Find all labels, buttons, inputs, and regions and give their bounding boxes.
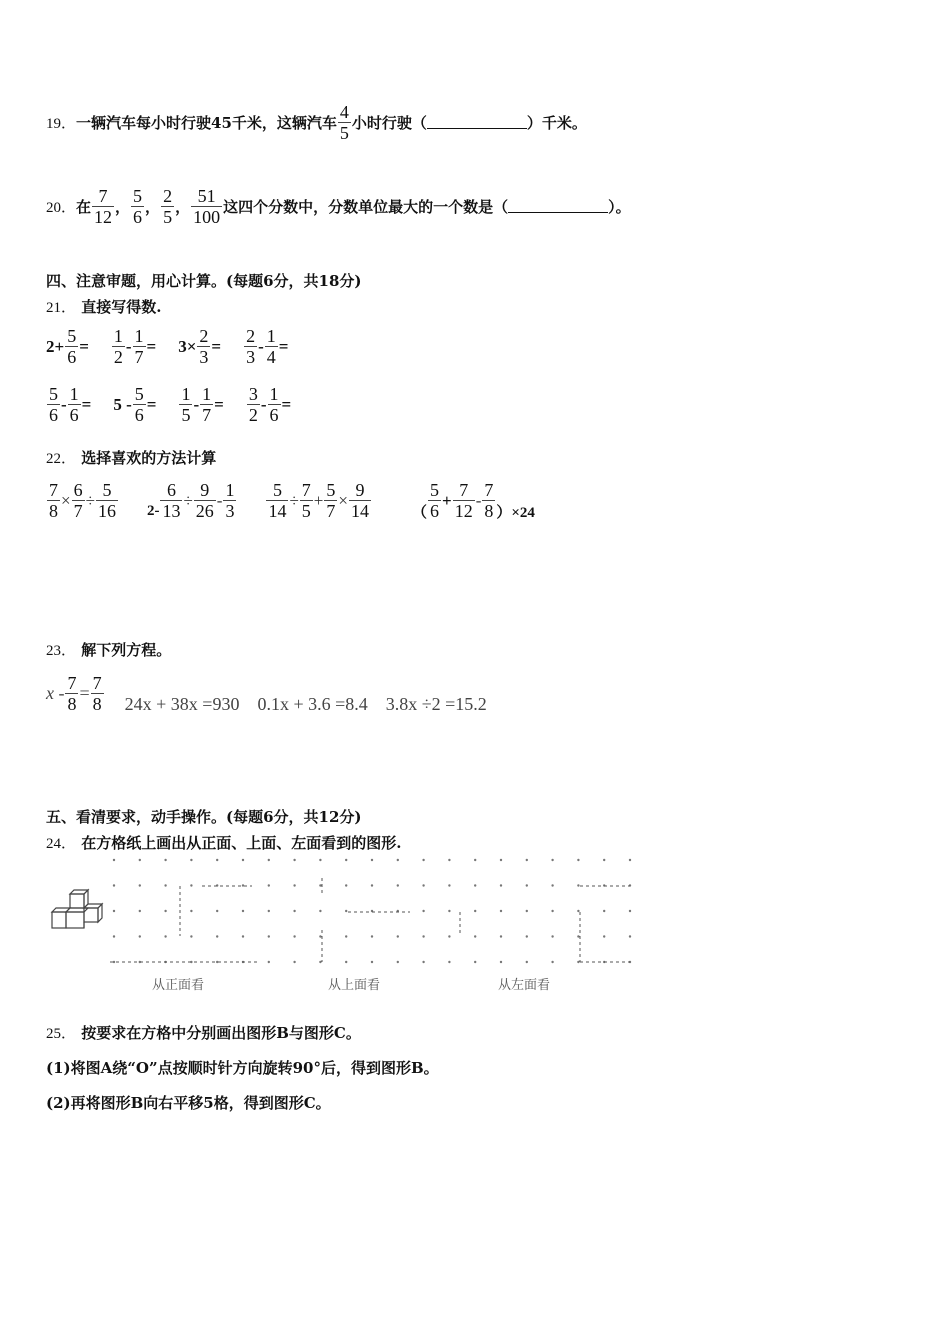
grid-dot xyxy=(242,859,244,861)
grid-dot xyxy=(319,884,321,886)
separator: ， xyxy=(115,198,131,216)
grid-dot xyxy=(371,859,373,861)
q23-equations xyxy=(46,672,487,715)
question-text: 按要求在方格中分别画出图形B与图形C。 xyxy=(81,1024,361,1042)
equation-2: 24x + 38x =930 xyxy=(124,694,240,714)
question-text: 这四个分数中，分数单位最大的一个数是（ xyxy=(223,198,509,216)
fraction: $\frac{51}{100}$ xyxy=(193,186,221,227)
question-text: 解下列方程。 xyxy=(81,641,172,659)
grid-dot xyxy=(422,859,424,861)
fraction: $\frac{6}{13}$ xyxy=(162,480,181,521)
expression: 3× $\frac{2}{3}$ = xyxy=(178,326,222,367)
question-number: 21． xyxy=(46,300,77,316)
fraction: $\frac{5}{6}$ xyxy=(430,480,439,521)
fraction: $\frac{1}{7}$ xyxy=(202,384,212,425)
fraction: $\frac{2}{3}$ xyxy=(246,326,256,367)
grid-dot xyxy=(603,935,605,937)
grid-dot xyxy=(319,859,321,861)
fraction: $\frac{1}{6}$ xyxy=(69,384,79,425)
grid-dot xyxy=(500,935,502,937)
fraction: $\frac{7}{8}$ xyxy=(484,480,494,521)
grid-dot xyxy=(551,910,553,912)
grid-dot xyxy=(216,859,218,861)
question-text: 小时行驶（ xyxy=(351,114,427,132)
question-text: 在方格纸上画出从正面、上面、左面看到的图形. xyxy=(81,834,402,852)
grid-dot xyxy=(268,910,270,912)
grid-dot xyxy=(164,884,166,886)
grid-dot xyxy=(448,935,450,937)
cube-stack-figure xyxy=(48,886,108,936)
question-text: ）。 xyxy=(608,198,631,216)
expression-3: $\frac{5}{14}$ ÷ $\frac{7}{5}$ + $\frac{5}{7}$ × $\frac{9}{14}$ xyxy=(268,480,369,521)
grid-dot xyxy=(629,935,631,937)
fraction: $\frac{6}{7}$ xyxy=(73,480,83,521)
caption-left-view: 从左面看 xyxy=(498,978,551,993)
question-number: 25． xyxy=(46,1026,77,1042)
question-21 xyxy=(46,296,161,317)
question-25 xyxy=(46,1022,361,1043)
grid-dot xyxy=(474,935,476,937)
expression: 5 - $\frac{5}{6}$ = xyxy=(113,384,157,425)
grid-dot xyxy=(629,859,631,861)
fraction: $\frac{9}{14}$ xyxy=(350,480,369,521)
grid-dot xyxy=(474,859,476,861)
fraction: $\frac{5}{14}$ xyxy=(268,480,287,521)
expression: $\frac{5}{6}$ - $\frac{1}{6}$ = xyxy=(49,384,92,425)
grid-dot xyxy=(345,910,347,912)
equation-3: 0.1x + 3.6 =8.4 xyxy=(257,694,368,714)
fraction: $\frac{7}{8}$ xyxy=(92,673,102,714)
grid-dot xyxy=(268,884,270,886)
expression-2: 2- $\frac{6}{13}$ ÷ $\frac{9}{26}$ - $\frac{1}{3}$ xyxy=(146,480,235,521)
grid-dot xyxy=(526,935,528,937)
fraction: $\frac{4}{5}$ xyxy=(339,102,349,143)
fraction: $\frac{5}{6}$ xyxy=(67,326,77,367)
expression: 2+ $\frac{5}{6}$ = xyxy=(46,326,89,367)
grid-dot xyxy=(190,884,192,886)
expression: $\frac{1}{5}$ - $\frac{1}{7}$ = xyxy=(181,384,224,425)
grid-dot xyxy=(422,884,424,886)
grid-dot xyxy=(293,884,295,886)
grid-dot xyxy=(139,910,141,912)
grid-dot xyxy=(422,961,424,963)
grid-dot xyxy=(164,910,166,912)
separator: ， xyxy=(175,198,191,216)
fraction: $\frac{5}{6}$ xyxy=(134,384,144,425)
grid-dot xyxy=(139,884,141,886)
grid-dot xyxy=(551,935,553,937)
grid-dot xyxy=(397,859,399,861)
grid-dot xyxy=(397,961,399,963)
fraction: $\frac{1}{6}$ xyxy=(269,384,279,425)
fraction: $\frac{5}{6}$ xyxy=(49,384,58,425)
grid-dot xyxy=(216,910,218,912)
section-5-title: 五、看清要求，动手操作。(每题6分，共12分) xyxy=(46,808,362,826)
grid-dot xyxy=(319,910,321,912)
grid-dot xyxy=(345,961,347,963)
grid-dot xyxy=(113,961,115,963)
grid-dot xyxy=(577,910,579,912)
grid-dot xyxy=(293,910,295,912)
separator: ， xyxy=(145,198,161,216)
question-number: 19． xyxy=(46,116,77,132)
caption-front-view: 从正面看 xyxy=(152,978,205,993)
question-text: 在 xyxy=(76,198,92,216)
question-number: 24． xyxy=(46,836,77,852)
grid-dot xyxy=(448,910,450,912)
grid-dot xyxy=(345,859,347,861)
grid-dot xyxy=(371,961,373,963)
grid-dot xyxy=(526,884,528,886)
fraction: $\frac{1}{5}$ xyxy=(181,384,191,425)
fraction: $\frac{7}{5}$ xyxy=(301,480,311,521)
expression-1: $\frac{7}{8}$ × $\frac{6}{7}$ ÷ $\frac{5}{16}$ xyxy=(49,480,116,521)
grid-dot xyxy=(603,859,605,861)
caption-top-view: 从上面看 xyxy=(328,978,381,993)
expression: $\frac{2}{3}$ - $\frac{1}{4}$ = xyxy=(246,326,289,367)
fraction: $\frac{5}{16}$ xyxy=(97,480,116,521)
q21-row-2 xyxy=(46,384,313,425)
grid-dot xyxy=(164,859,166,861)
grid-dot xyxy=(397,884,399,886)
grid-dot xyxy=(319,961,321,963)
fraction: $\frac{1}{7}$ xyxy=(134,326,144,367)
fraction: $\frac{7}{12}$ xyxy=(454,480,473,521)
fraction: $\frac{2}{3}$ xyxy=(199,326,209,367)
question-number: 20． xyxy=(46,200,77,216)
grid-dot xyxy=(371,884,373,886)
section-4-title: 四、注意审题，用心计算。(每题6分，共18分) xyxy=(46,272,362,290)
grid-dot xyxy=(577,935,579,937)
grid-dot xyxy=(242,910,244,912)
grid-dot xyxy=(113,884,115,886)
grid-dot xyxy=(448,859,450,861)
grid-dot xyxy=(448,961,450,963)
fraction: $\frac{9}{26}$ xyxy=(195,480,214,521)
fraction: $\frac{7}{8}$ xyxy=(49,480,58,521)
grid-dot xyxy=(139,859,141,861)
grid-dot xyxy=(422,935,424,937)
grid-dot xyxy=(190,910,192,912)
question-number: 23． xyxy=(46,643,77,659)
grid-dot xyxy=(551,859,553,861)
fraction: $\frac{1}{3}$ xyxy=(225,480,235,521)
grid-dot xyxy=(474,884,476,886)
grid-dot xyxy=(422,910,424,912)
grid-dot xyxy=(629,910,631,912)
dot-grid-paper[interactable] xyxy=(110,858,632,968)
question-text: 选择喜欢的方法计算 xyxy=(81,449,217,467)
fraction: $\frac{7}{8}$ xyxy=(67,673,77,714)
fraction: $\frac{5}{6}$ xyxy=(133,186,143,227)
grid-dot xyxy=(113,859,115,861)
grid-dot xyxy=(577,961,579,963)
grid-dot xyxy=(139,935,141,937)
question-22 xyxy=(46,447,216,468)
grid-dot xyxy=(268,859,270,861)
grid-dot xyxy=(474,961,476,963)
question-text: 一辆汽车每小时行驶45千米，这辆汽车 xyxy=(76,114,337,132)
grid-dot xyxy=(500,859,502,861)
expression: $\frac{3}{2}$ - $\frac{1}{6}$ = xyxy=(248,384,292,425)
question-number: 22． xyxy=(46,451,77,467)
question-23 xyxy=(46,639,171,660)
grid-dot xyxy=(268,935,270,937)
q25-step-2: (2)再将图形B向右平移5格，得到图形C。 xyxy=(46,1094,331,1112)
fraction: $\frac{1}{2}$ xyxy=(113,326,123,367)
grid-dot xyxy=(242,884,244,886)
fraction: $\frac{3}{2}$ xyxy=(248,384,258,425)
q21-row-1 xyxy=(46,326,310,367)
q22-expressions xyxy=(46,479,557,522)
grid-dot xyxy=(526,859,528,861)
expression-4: （ $\frac{5}{6}$ + $\frac{7}{12}$ - $\frac{7}{8}$ ）×24 xyxy=(411,480,535,521)
grid-dot xyxy=(526,910,528,912)
grid-dot xyxy=(526,961,528,963)
grid-dot xyxy=(345,935,347,937)
question-20 xyxy=(46,186,631,227)
grid-dot xyxy=(293,961,295,963)
grid-dot xyxy=(319,935,321,937)
equation-1: x - $\frac{7}{8}$ = $\frac{7}{8}$ xyxy=(46,673,102,714)
q25-step-1: (1)将图A绕“O”点按顺时针方向旋转90°后，得到图形B。 xyxy=(46,1059,439,1077)
question-19 xyxy=(46,102,587,143)
grid-dot xyxy=(577,859,579,861)
grid-dot xyxy=(216,935,218,937)
answer-blank[interactable] xyxy=(508,200,608,213)
grid-dot xyxy=(268,961,270,963)
question-text: ）千米。 xyxy=(526,114,587,132)
grid-dot xyxy=(113,935,115,937)
fraction: $\frac{5}{7}$ xyxy=(326,480,336,521)
fraction: $\frac{7}{12}$ xyxy=(94,186,113,227)
grid-dot xyxy=(293,859,295,861)
grid-dot xyxy=(371,935,373,937)
grid-dot xyxy=(190,859,192,861)
equation-4: 3.8x ÷2 =15.2 xyxy=(385,694,487,714)
grid-dot xyxy=(603,910,605,912)
answer-blank[interactable] xyxy=(427,116,527,129)
fraction: $\frac{1}{4}$ xyxy=(266,326,276,367)
question-24 xyxy=(46,832,401,853)
grid-dot xyxy=(190,935,192,937)
grid-dot xyxy=(500,961,502,963)
grid-dot xyxy=(474,910,476,912)
grid-dot xyxy=(293,935,295,937)
grid-dot xyxy=(242,935,244,937)
grid-dot xyxy=(397,935,399,937)
grid-dot xyxy=(164,935,166,937)
grid-dot xyxy=(551,961,553,963)
grid-dot xyxy=(448,884,450,886)
grid-dot xyxy=(577,884,579,886)
grid-dot xyxy=(500,910,502,912)
grid-dot xyxy=(345,884,347,886)
grid-dot xyxy=(551,884,553,886)
grid-dot xyxy=(113,910,115,912)
question-text: 直接写得数. xyxy=(81,298,162,316)
grid-dot xyxy=(500,884,502,886)
fraction: $\frac{2}{5}$ xyxy=(163,186,173,227)
expression: $\frac{1}{2}$ - $\frac{1}{7}$ = xyxy=(113,326,157,367)
